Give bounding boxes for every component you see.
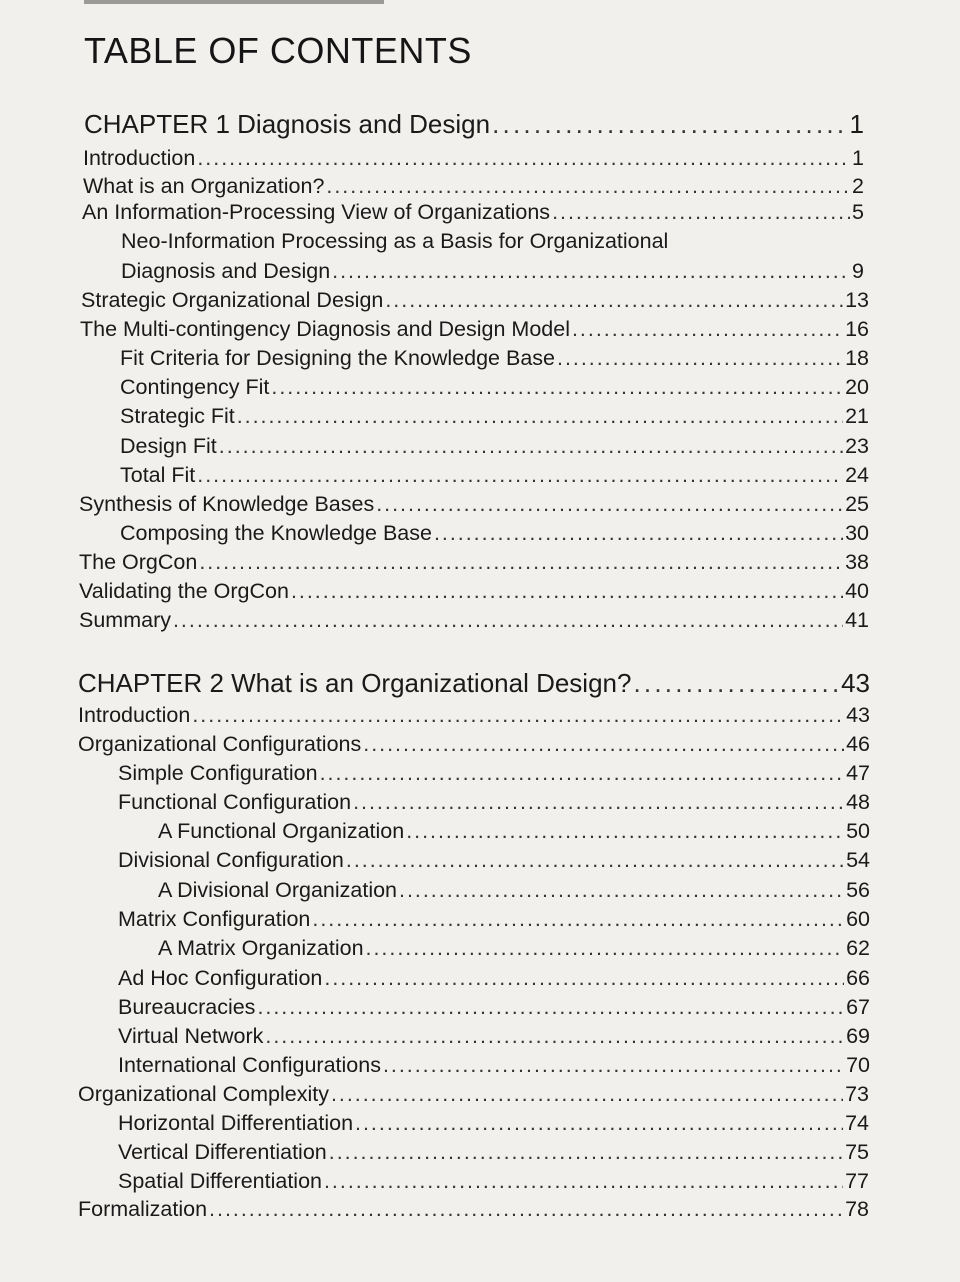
- entry-label: Summary: [79, 608, 171, 632]
- toc-entry-horizontal-differentiation[interactable]: [118, 1110, 869, 1136]
- dot-leader: [385, 287, 843, 313]
- entry-label: Bureaucracies: [118, 995, 256, 1019]
- dot-leader: [324, 965, 844, 991]
- page-number: 30: [845, 521, 869, 545]
- toc-entry-summary[interactable]: [79, 607, 869, 633]
- entry-label: Organizational Complexity: [78, 1082, 329, 1106]
- dot-leader: [237, 403, 843, 429]
- page-number: 1: [849, 109, 864, 139]
- entry-label: A Functional Organization: [158, 819, 405, 843]
- page-number: 50: [846, 819, 870, 843]
- page-number: 47: [846, 761, 870, 785]
- dot-leader: [383, 1052, 844, 1078]
- toc-entry-strategic-fit[interactable]: [120, 403, 869, 429]
- toc-entry-composing-the-knowledge-base[interactable]: [120, 520, 869, 546]
- dot-leader: [271, 374, 843, 400]
- dot-leader: [331, 1081, 843, 1107]
- toc-entry-contingency-fit[interactable]: [120, 374, 869, 400]
- toc-entry-ad-hoc-configuration[interactable]: [118, 965, 870, 991]
- entry-label: Strategic Organizational Design: [81, 288, 384, 312]
- toc-entry-a-divisional-organization[interactable]: [158, 877, 870, 903]
- dot-leader: [332, 258, 850, 284]
- toc-entry-organizational-configurations[interactable]: [78, 731, 870, 757]
- dot-leader: [257, 994, 844, 1020]
- page-number: 67: [846, 995, 870, 1019]
- page-number: 1: [852, 146, 864, 170]
- chapter-title: CHAPTER 2 What is an Organizational Design?: [78, 668, 632, 698]
- dot-leader: [326, 173, 850, 199]
- dot-leader: [633, 667, 839, 699]
- toc-entry-organizational-complexity[interactable]: [78, 1081, 869, 1107]
- page-number: 75: [845, 1140, 869, 1164]
- entry-label: The Multi-contingency Diagnosis and Design Model: [80, 317, 570, 341]
- dot-leader: [346, 847, 844, 873]
- dot-leader: [434, 520, 843, 546]
- page-title: TABLE OF CONTENTS: [84, 30, 472, 71]
- entry-label: Contingency Fit: [120, 375, 270, 399]
- page-number: 40: [845, 579, 869, 603]
- entry-label: Strategic Fit: [120, 404, 235, 428]
- toc-entry-bureaucracies[interactable]: [118, 994, 870, 1020]
- entry-label: Divisional Configuration: [118, 848, 344, 872]
- dot-leader: [209, 1196, 843, 1222]
- entry-label: Ad Hoc Configuration: [118, 966, 323, 990]
- page-number: 18: [845, 346, 869, 370]
- toc-entry-vertical-differentiation[interactable]: [118, 1139, 869, 1165]
- entry-label: The OrgCon: [79, 550, 198, 574]
- toc-entry-neo-information-processing-line1[interactable]: Neo-Information Processing as a Basis for Organizational: [121, 229, 669, 253]
- page-number: 38: [845, 550, 869, 574]
- dot-leader: [312, 906, 844, 932]
- dot-leader: [199, 549, 843, 575]
- page-number: 56: [846, 878, 870, 902]
- page-number: 78: [845, 1197, 869, 1221]
- page-number: 62: [846, 936, 870, 960]
- dot-leader: [219, 433, 843, 459]
- entry-label: Total Fit: [120, 463, 196, 487]
- toc-entry-synthesis-of-knowledge-bases[interactable]: [79, 491, 869, 517]
- dot-leader: [173, 607, 843, 633]
- entry-label: Introduction: [83, 146, 196, 170]
- page-number: 70: [846, 1053, 870, 1077]
- entry-label: International Configurations: [118, 1053, 381, 1077]
- entry-label: Matrix Configuration: [118, 907, 311, 931]
- page-number: 77: [845, 1169, 869, 1193]
- dot-leader: [399, 877, 844, 903]
- entry-label: Formalization: [78, 1197, 208, 1221]
- page-number: 25: [845, 492, 869, 516]
- toc-entry-information-processing-view[interactable]: [82, 199, 864, 225]
- dot-leader: [291, 578, 843, 604]
- dot-leader: [197, 462, 843, 488]
- entry-label: Design Fit: [120, 434, 217, 458]
- entry-label: Spatial Differentiation: [118, 1169, 322, 1193]
- entry-label: Synthesis of Knowledge Bases: [79, 492, 375, 516]
- entry-label: Organizational Configurations: [78, 732, 362, 756]
- dot-leader: [557, 345, 843, 371]
- page-number: 23: [845, 434, 869, 458]
- page-number: 5: [852, 200, 864, 224]
- dot-leader: [320, 760, 844, 786]
- entry-label: An Information-Processing View of Organizations: [82, 200, 551, 224]
- page-number: 74: [845, 1111, 869, 1135]
- page-number: 9: [852, 259, 864, 283]
- entry-label: Validating the OrgCon: [79, 579, 289, 603]
- toc-entry-introduction[interactable]: [83, 145, 864, 171]
- page-number: 2: [852, 174, 864, 198]
- entry-label: Introduction: [78, 703, 191, 727]
- entry-label: Composing the Knowledge Base: [120, 521, 432, 545]
- toc-entry-the-orgcon[interactable]: [79, 549, 869, 575]
- dot-leader: [324, 1168, 843, 1194]
- top-rule: [84, 0, 384, 4]
- page-number: 66: [846, 966, 870, 990]
- toc-entry-functional-configuration[interactable]: [118, 789, 870, 815]
- chapter-2-heading[interactable]: [78, 667, 870, 699]
- page-number: 48: [846, 790, 870, 814]
- entry-label: Vertical Differentiation: [118, 1140, 327, 1164]
- chapter-title: CHAPTER 1 Diagnosis and Design: [84, 109, 491, 139]
- toc-entry-virtual-network[interactable]: [118, 1023, 870, 1049]
- page-number: 60: [846, 907, 870, 931]
- page-number: 21: [845, 404, 869, 428]
- page-number: 46: [846, 732, 870, 756]
- toc-entry-multi-contingency-model[interactable]: [80, 316, 869, 342]
- entry-label: A Divisional Organization: [158, 878, 398, 902]
- entry-label: Virtual Network: [118, 1024, 264, 1048]
- page-number: 20: [845, 375, 869, 399]
- page-number: 41: [845, 608, 869, 632]
- dot-leader: [192, 702, 844, 728]
- entry-label: Horizontal Differentiation: [118, 1111, 354, 1135]
- page-number: 54: [846, 848, 870, 872]
- dot-leader: [366, 935, 845, 961]
- toc-entry-what-is-an-organization[interactable]: [83, 173, 864, 199]
- toc-entry-design-fit[interactable]: [120, 433, 869, 459]
- dot-leader: [329, 1139, 843, 1165]
- toc-entry-matrix-configuration[interactable]: [118, 906, 870, 932]
- dot-leader: [572, 316, 843, 342]
- toc-entry-formalization[interactable]: [78, 1196, 869, 1222]
- toc-entry-international-configurations[interactable]: [118, 1052, 870, 1078]
- dot-leader: [265, 1023, 844, 1049]
- dot-leader: [197, 145, 850, 171]
- dot-leader: [406, 818, 844, 844]
- toc-entry-spatial-differentiation[interactable]: [118, 1168, 869, 1194]
- page-number: 24: [845, 463, 869, 487]
- page-number: 69: [846, 1024, 870, 1048]
- dot-leader: [353, 789, 844, 815]
- entry-label: A Matrix Organization: [158, 936, 364, 960]
- entry-label: Diagnosis and Design: [121, 259, 331, 283]
- toc-entry-total-fit[interactable]: [120, 462, 869, 488]
- page-number: 73: [845, 1082, 869, 1106]
- chapter-1-heading[interactable]: [84, 108, 864, 140]
- dot-leader: [552, 199, 850, 225]
- entry-label: Simple Configuration: [118, 761, 318, 785]
- toc-entry-fit-criteria[interactable]: [120, 345, 869, 371]
- toc-entry-divisional-configuration[interactable]: [118, 847, 870, 873]
- page-number: 43: [846, 703, 870, 727]
- page-number: 16: [845, 317, 869, 341]
- toc-entry-validating-the-orgcon[interactable]: [79, 578, 869, 604]
- page-number: 13: [845, 288, 869, 312]
- entry-label: Fit Criteria for Designing the Knowledge Base: [120, 346, 555, 370]
- entry-label: What is an Organization?: [83, 174, 325, 198]
- dot-leader: [363, 731, 844, 757]
- toc-entry-a-functional-organization[interactable]: [158, 818, 870, 844]
- toc-entry-simple-configuration[interactable]: [118, 760, 870, 786]
- toc-entry-ch2-introduction[interactable]: [78, 702, 870, 728]
- dot-leader: [376, 491, 843, 517]
- page-number: 43: [841, 668, 870, 698]
- entry-label: Functional Configuration: [118, 790, 352, 814]
- dot-leader: [492, 108, 847, 140]
- toc-entry-strategic-organizational-design[interactable]: [81, 287, 869, 313]
- toc-entry-a-matrix-organization[interactable]: [158, 935, 870, 961]
- toc-entry-neo-information-processing[interactable]: [121, 258, 864, 284]
- dot-leader: [355, 1110, 843, 1136]
